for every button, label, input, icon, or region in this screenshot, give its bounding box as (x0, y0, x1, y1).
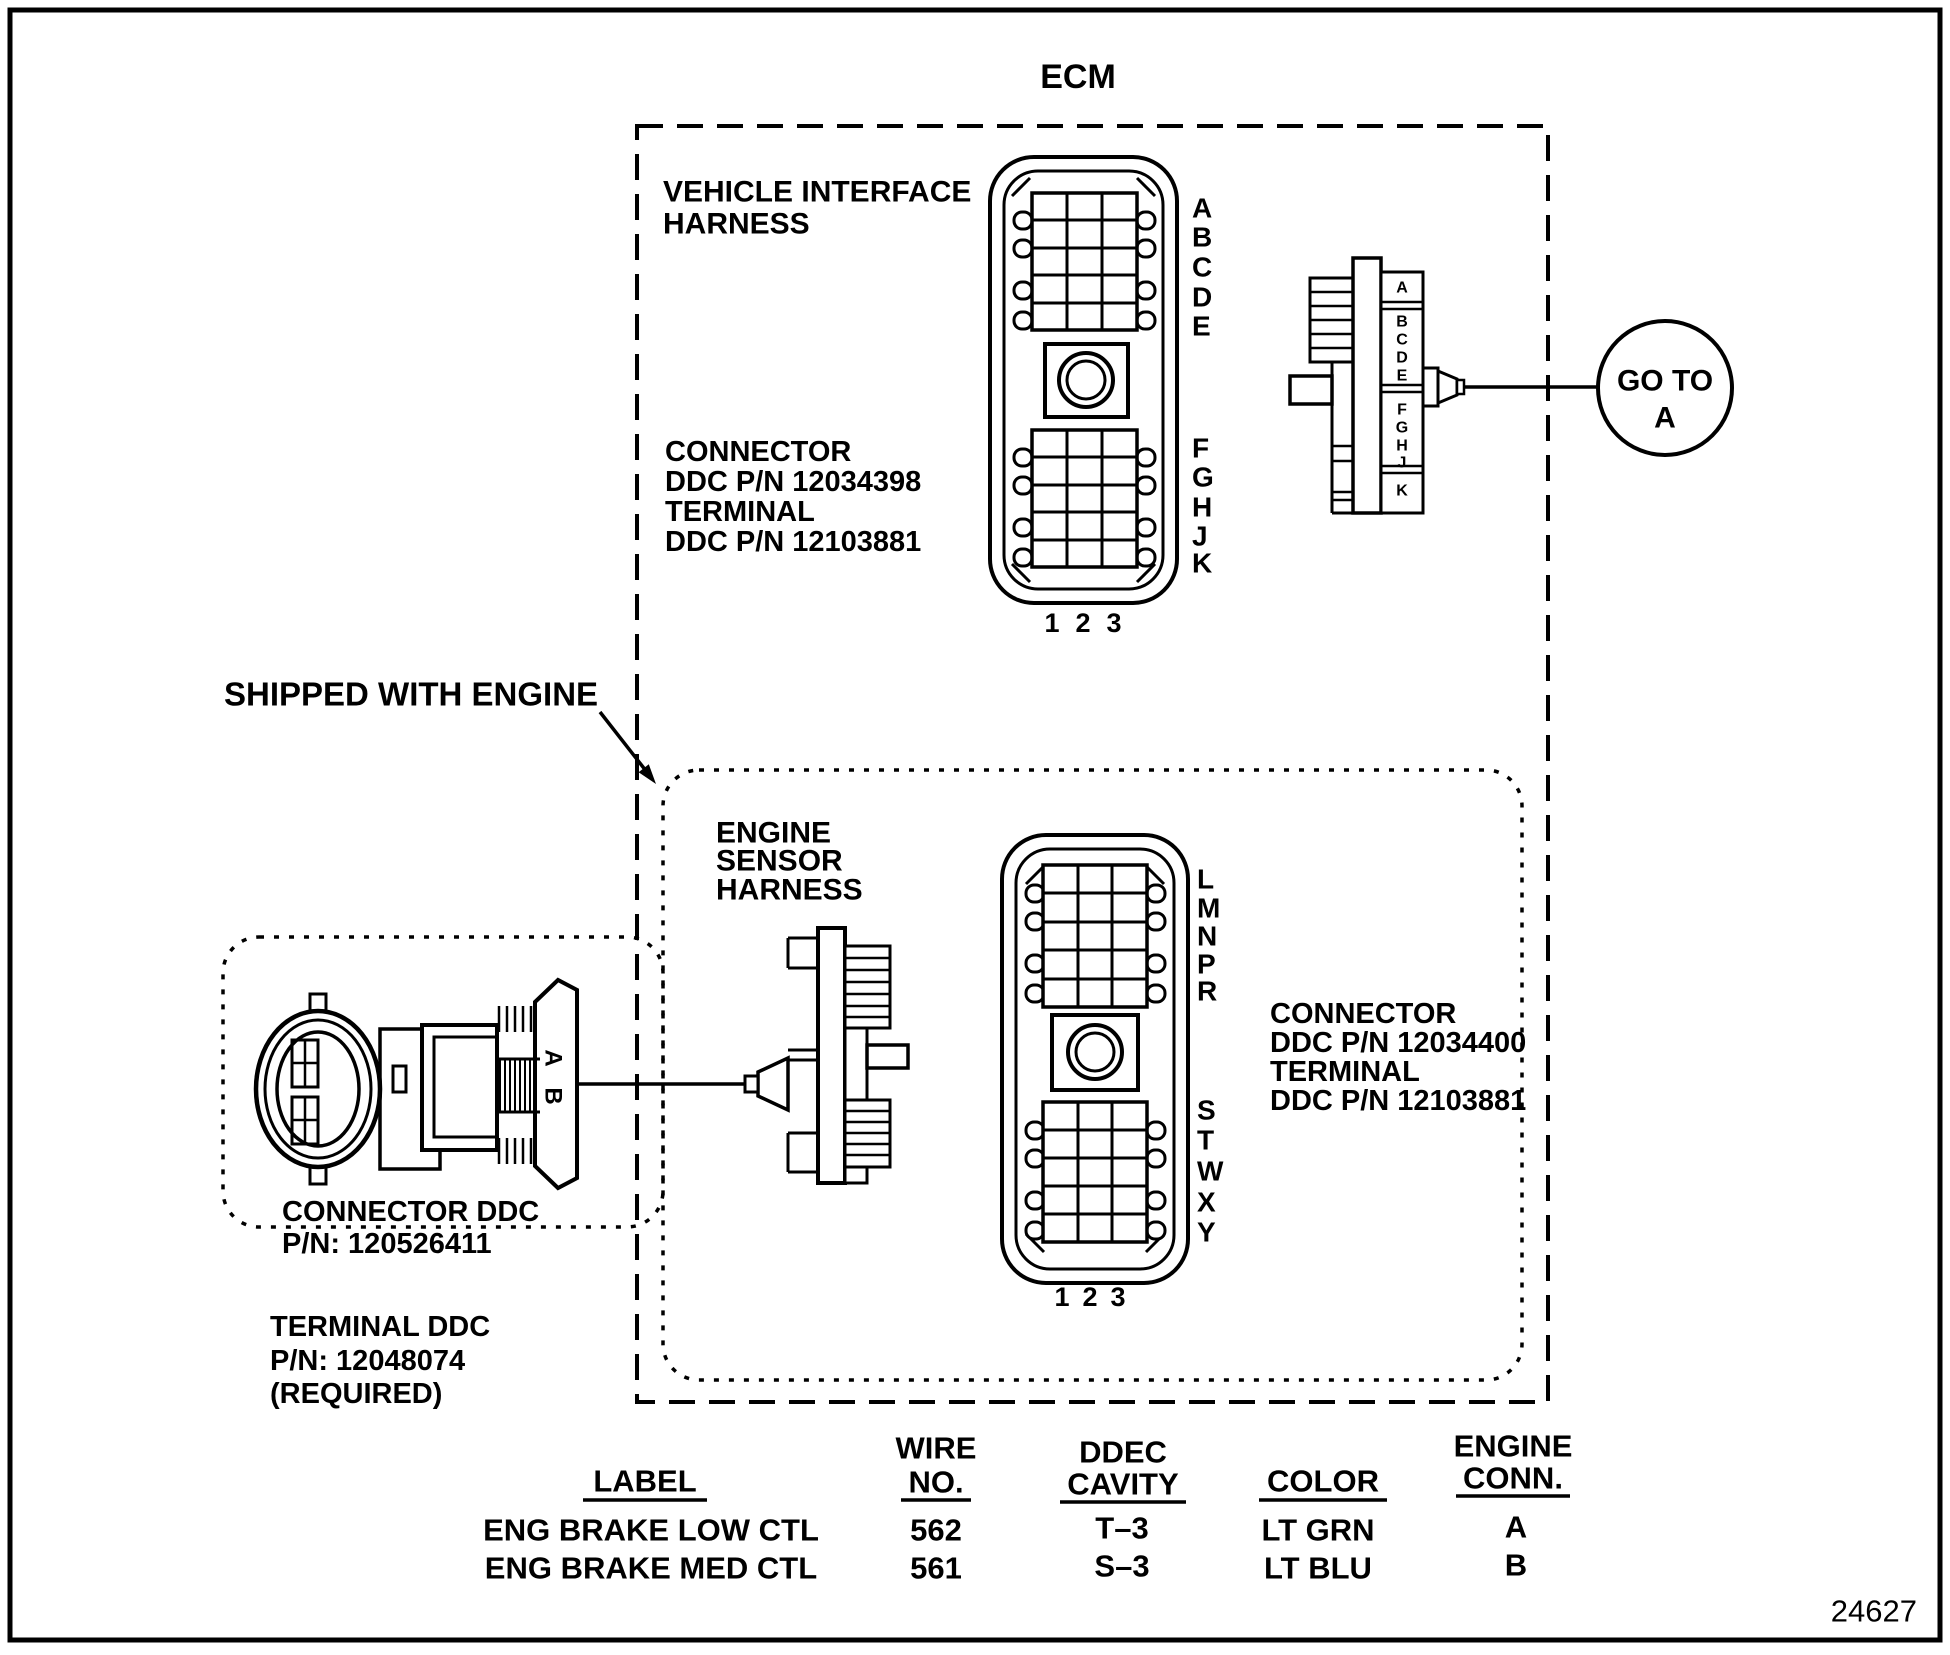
table-row (485, 1548, 1527, 1586)
table-row (483, 1510, 1527, 1548)
side-pin-label: D (1396, 349, 1408, 367)
row-engine-conn: B (1504, 1547, 1528, 1583)
side-pin-label: A (1396, 279, 1408, 297)
pin-row-label: M (1197, 892, 1221, 924)
conn-b-line3: TERMINAL (1270, 1056, 1420, 1088)
vih-line2: HARNESS (663, 207, 810, 241)
left-conn-line2: P/N: 120526411 (282, 1228, 492, 1260)
esh-line2: SENSOR (716, 844, 843, 878)
pin-col-label: 2 (1075, 608, 1091, 638)
col-header-color: COLOR (1267, 1463, 1379, 1499)
pin-row-label: A (1192, 192, 1213, 224)
vih-line1: VEHICLE INTERFACE (663, 175, 972, 209)
side-pin-label: K (1396, 482, 1408, 500)
esh-line3: HARNESS (716, 873, 863, 907)
pin-row-label: L (1197, 863, 1215, 895)
engine-sensor-harness-label (716, 817, 863, 907)
col-header-label: LABEL (593, 1463, 697, 1499)
pin-row-label: R (1197, 975, 1218, 1007)
col-header-ddec: DDEC (1079, 1434, 1167, 1470)
plug-connector (422, 980, 577, 1188)
row-color: LT BLU (1264, 1550, 1372, 1586)
pin-row-label: G (1192, 461, 1214, 493)
pin-row-label: F (1192, 432, 1210, 464)
side-pin-label: C (1396, 331, 1408, 349)
pin-col-label: 3 (1106, 608, 1122, 638)
row-color: LT GRN (1261, 1512, 1375, 1548)
pin-row-label: H (1192, 491, 1213, 523)
left-conn-line1: CONNECTOR DDC (282, 1196, 540, 1228)
goto-line2: A (1654, 401, 1676, 435)
seal-ribs-upper (499, 1006, 531, 1032)
conn-a-line3: TERMINAL (665, 496, 815, 528)
vehicle-interface-harness-label (663, 176, 971, 241)
shipped-with-engine-callout (224, 676, 656, 785)
row-label: ENG BRAKE MED CTL (484, 1550, 818, 1586)
pin-grid-upper (1043, 865, 1147, 1007)
connector-b-partnumbers (1270, 998, 1526, 1117)
pin-row-label: C (1192, 251, 1213, 283)
pin-row-label: E (1192, 310, 1211, 342)
pin-row-label: P (1197, 948, 1216, 980)
goto-line1: GO TO (1616, 364, 1714, 398)
row-engine-conn: A (1504, 1509, 1528, 1545)
oval-connector (256, 994, 440, 1184)
pin-row-label: N (1197, 920, 1218, 952)
side-pin-label: H (1396, 437, 1408, 455)
row-ddec-cavity: T–3 (1095, 1510, 1149, 1546)
row-ddec-cavity: S–3 (1094, 1548, 1150, 1584)
row-wire-no: 562 (910, 1512, 962, 1548)
pin-row-label: X (1197, 1186, 1216, 1218)
pin-row-label: D (1192, 281, 1213, 313)
pin-row-label: W (1197, 1155, 1224, 1187)
left-term-line1: TERMINAL DDC (270, 1311, 491, 1343)
connector-a-partnumbers (665, 436, 921, 558)
wiring-table (483, 1429, 1572, 1586)
pin-row-label: T (1197, 1124, 1215, 1156)
row-wire-no: 561 (910, 1550, 962, 1586)
ecm-title: ECM (1040, 58, 1116, 96)
conn-b-line2: DDC P/N 12034400 (1270, 1027, 1527, 1059)
pin-col-label: 1 (1054, 1282, 1070, 1312)
shipped-with-engine-label: SHIPPED WITH ENGINE (224, 675, 599, 713)
col-header-wire: WIRE (895, 1430, 977, 1466)
side-pin-label: J (1397, 454, 1407, 472)
pin-col-label: 1 (1044, 608, 1060, 638)
pin-grid-lower (1043, 1102, 1147, 1242)
engine-harness-side-connector (745, 928, 908, 1183)
ecm-side-connector (1290, 258, 1464, 513)
conn-b-line4: DDC P/N 12103881 (1270, 1085, 1527, 1117)
goto-a-callout (1464, 321, 1732, 455)
pin-row-label: K (1192, 547, 1213, 579)
engine-sensor-connector (1002, 835, 1224, 1312)
pin-col-label: 2 (1082, 1282, 1098, 1312)
pin-row-label: J (1192, 520, 1208, 552)
pin-grid-lower (1032, 430, 1137, 567)
side-pin-label: G (1395, 419, 1409, 437)
vehicle-interface-connector (990, 157, 1214, 638)
wire-cone (1438, 371, 1457, 403)
left-term-line2: P/N: 12048074 (270, 1345, 466, 1377)
col-header-engine: ENGINE (1453, 1428, 1573, 1464)
wire-cone (758, 1058, 788, 1110)
callout-arrow-line (600, 712, 650, 776)
side-pin-label: F (1397, 401, 1407, 419)
conn-b-line1: CONNECTOR (1270, 998, 1457, 1030)
side-pin-label: E (1396, 367, 1408, 385)
conn-a-line4: DDC P/N 12103881 (665, 526, 922, 558)
col-header-engine-conn: CONN. (1463, 1460, 1563, 1496)
side-pin-label: B (1396, 313, 1408, 331)
plug-pin-label: A (539, 1049, 567, 1067)
conn-a-line1: CONNECTOR (665, 436, 852, 468)
pin-grid-upper (1032, 193, 1137, 330)
figure-number: 24627 (1830, 1593, 1917, 1629)
row-label: ENG BRAKE LOW CTL (483, 1512, 819, 1548)
pin-row-label: S (1197, 1094, 1216, 1126)
pin-col-label: 3 (1110, 1282, 1126, 1312)
left-term-line3: (REQUIRED) (270, 1378, 443, 1410)
col-header-wire-no: NO. (908, 1464, 964, 1500)
esh-line1: ENGINE (716, 816, 832, 850)
col-header-ddec-cavity: CAVITY (1067, 1466, 1179, 1502)
pin-row-label: B (1192, 221, 1213, 253)
side-connector-pin-strip (1381, 272, 1423, 513)
plug-shroud (535, 980, 577, 1188)
pin-row-label: Y (1197, 1216, 1216, 1248)
plug-pin-label: B (539, 1087, 567, 1105)
seal-ribs-lower (499, 1138, 531, 1164)
conn-a-line2: DDC P/N 12034398 (665, 466, 922, 498)
